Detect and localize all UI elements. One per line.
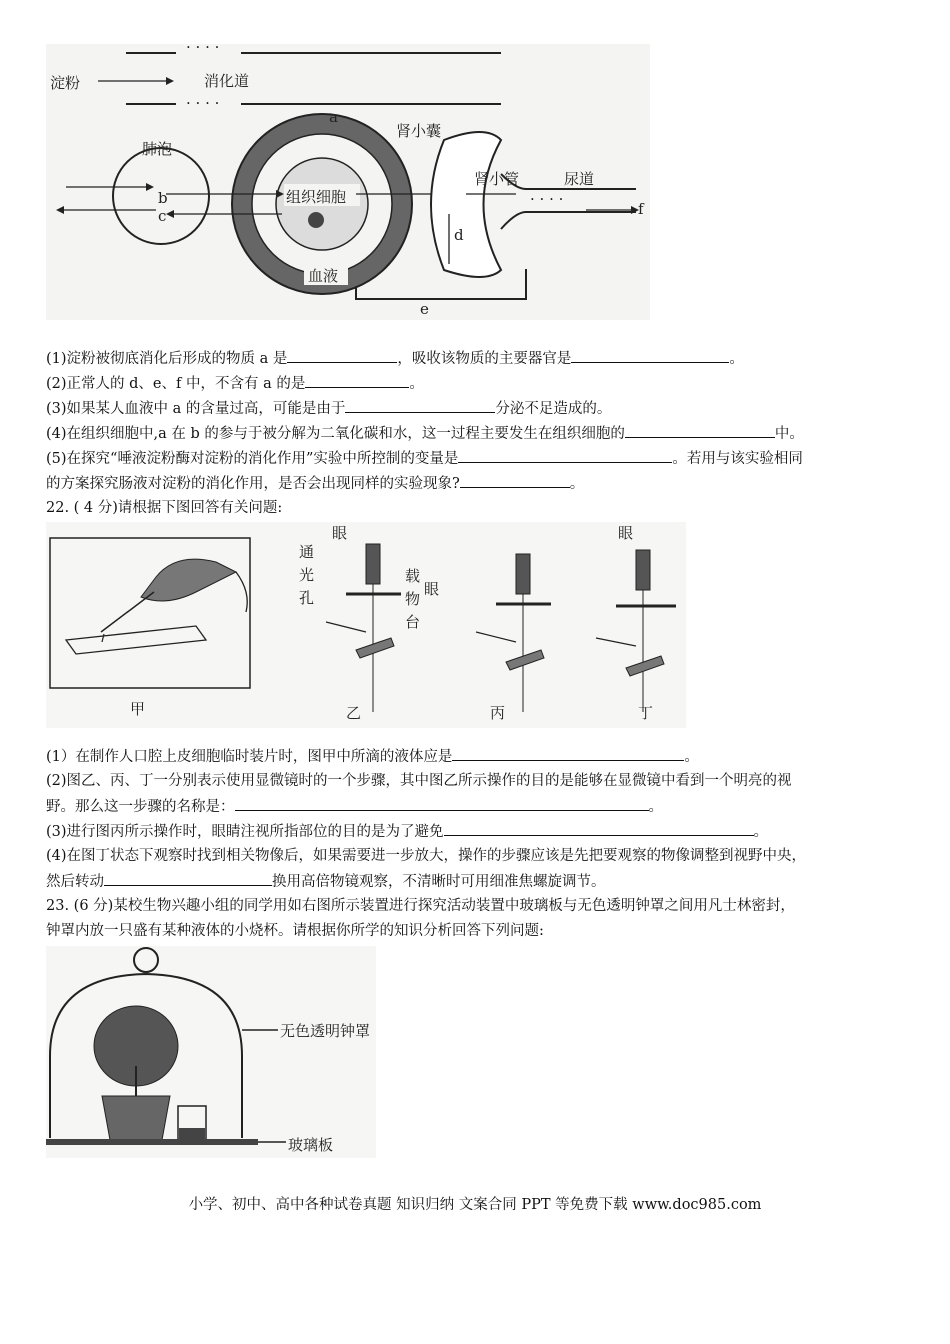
label-c: c (158, 207, 167, 225)
label-dots-tubule: · · · · (530, 190, 564, 208)
label-light-hole: 通光孔 (297, 544, 315, 613)
answer-blank[interactable] (235, 795, 649, 811)
label-bell-jar: 无色透明钟罩 (280, 1022, 371, 1040)
q21-line-1: (1)淀粉被彻底消化后形成的物质 a 是 ，吸收该物质的主要器官是 。 (46, 347, 926, 370)
label-alveolus: 肺泡 (142, 140, 173, 158)
answer-blank[interactable] (458, 447, 672, 463)
q22-line-5: (4)在图丁状态下观察时找到相关物像后，如果需要进一步放大，操作的步骤应该是先把要观察的物像调整到视野中央， (46, 848, 807, 864)
answer-blank[interactable] (444, 820, 754, 836)
page-footer: 小学、初中、高中各种试卷真题 知识归纳 文案合同 PPT 等免费下载 www.doc985.com (188, 1197, 762, 1213)
label-blood: 血液 (308, 267, 339, 285)
answer-blank[interactable] (104, 870, 272, 886)
q21-line-6: 的方案探究肠液对淀粉的消化作用，是否会出现同样的实验现象? 。 (46, 472, 926, 495)
microscope-figure (46, 522, 686, 728)
answer-blank[interactable] (305, 372, 409, 388)
label-starch: 淀粉 (50, 74, 81, 92)
label-renal-capsule: 肾小囊 (396, 122, 442, 140)
label-eye-bing: 眼 (424, 580, 440, 598)
label-stage: 载物台 (403, 568, 421, 637)
label-e: e (420, 300, 429, 318)
answer-blank[interactable] (345, 397, 495, 413)
label-ding: 丁 (638, 704, 654, 722)
circulation-diagram-svg (46, 44, 650, 320)
microscope-bing (476, 554, 551, 712)
q21-line-5: (5)在探究“唾液淀粉酶对淀粉的消化作用”实验中所控制的变量是 。若用与该实验相同 (46, 447, 926, 470)
label-f: f (638, 200, 644, 218)
label-digestive-tract: 消化道 (204, 72, 250, 90)
answer-blank[interactable] (571, 347, 729, 363)
label-eye-ding: 眼 (618, 524, 634, 542)
q22-line-2: (2)图乙、丙、丁一分别表示使用显微镜时的一个步骤，其中图乙所示操作的目的是能够在显微镜中看到一个明亮的视 (46, 773, 792, 789)
microscope-ding (596, 550, 676, 712)
circulation-diagram (46, 38, 650, 320)
answer-blank[interactable] (625, 422, 775, 438)
q23-line-2: 钟罩内放一只盛有某种液体的小烧杯。请根据你所学的知识分析回答下列问题: (46, 923, 544, 939)
label-renal-tubule: 肾小管 (474, 170, 520, 188)
q22-line-4: (3)进行图丙所示操作时，眼睛注视所指部位的目的是为了避免 。 (46, 820, 926, 843)
label-tissue-cell: 组织细胞 (286, 188, 347, 206)
bell-jar-figure (46, 946, 376, 1158)
q22-line-1: (1）在制作人口腔上皮细胞临时装片时，图甲中所滴的液体应是 。 (46, 745, 926, 768)
q22-line-6: 然后转动 换用高倍物镜观察，不清晰时可用细准焦螺旋调节。 (46, 870, 926, 893)
label-yi: 乙 (346, 704, 362, 722)
q21-line-4: (4)在组织细胞中,a 在 b 的参与于被分解为二氧化碳和水，这一过程主要发生在组织细胞的 中。 (46, 422, 926, 445)
q22-line-3: 野。那么这一步骤的名称是： 。 (46, 795, 926, 818)
answer-blank[interactable] (460, 472, 570, 488)
label-dots-top: · · · · (186, 38, 220, 56)
q21-line-3: (3)如果某人血液中 a 的含量过高，可能是由于 分泌不足造成的。 (46, 397, 926, 420)
label-dots-bottom: · · · · (186, 94, 220, 112)
microscope-yi (326, 544, 401, 712)
q23-line-1: 23. (6 分)某校生物兴趣小组的同学用如右图所示装置进行探究活动装置中玻璃板与无色透明钟罩之间用凡士林密封， (46, 898, 795, 914)
label-jia: 甲 (130, 700, 146, 718)
answer-blank[interactable] (287, 347, 397, 363)
label-glass-plate: 玻璃板 (288, 1136, 334, 1154)
q22-title: 22. ( 4 分)请根据下图回答有关问题: (46, 500, 283, 516)
label-a: a (329, 108, 338, 126)
label-bing: 丙 (490, 704, 506, 722)
answer-blank[interactable] (452, 745, 684, 761)
label-b: b (158, 189, 168, 207)
bell-jar-svg (46, 946, 376, 1158)
label-eye-yi: 眼 (332, 524, 348, 542)
label-d: d (454, 226, 464, 244)
q21-line-2: (2)正常人的 d、e、f 中，不含有 a 的是 。 (46, 372, 926, 395)
label-urethra: 尿道 (564, 170, 595, 188)
